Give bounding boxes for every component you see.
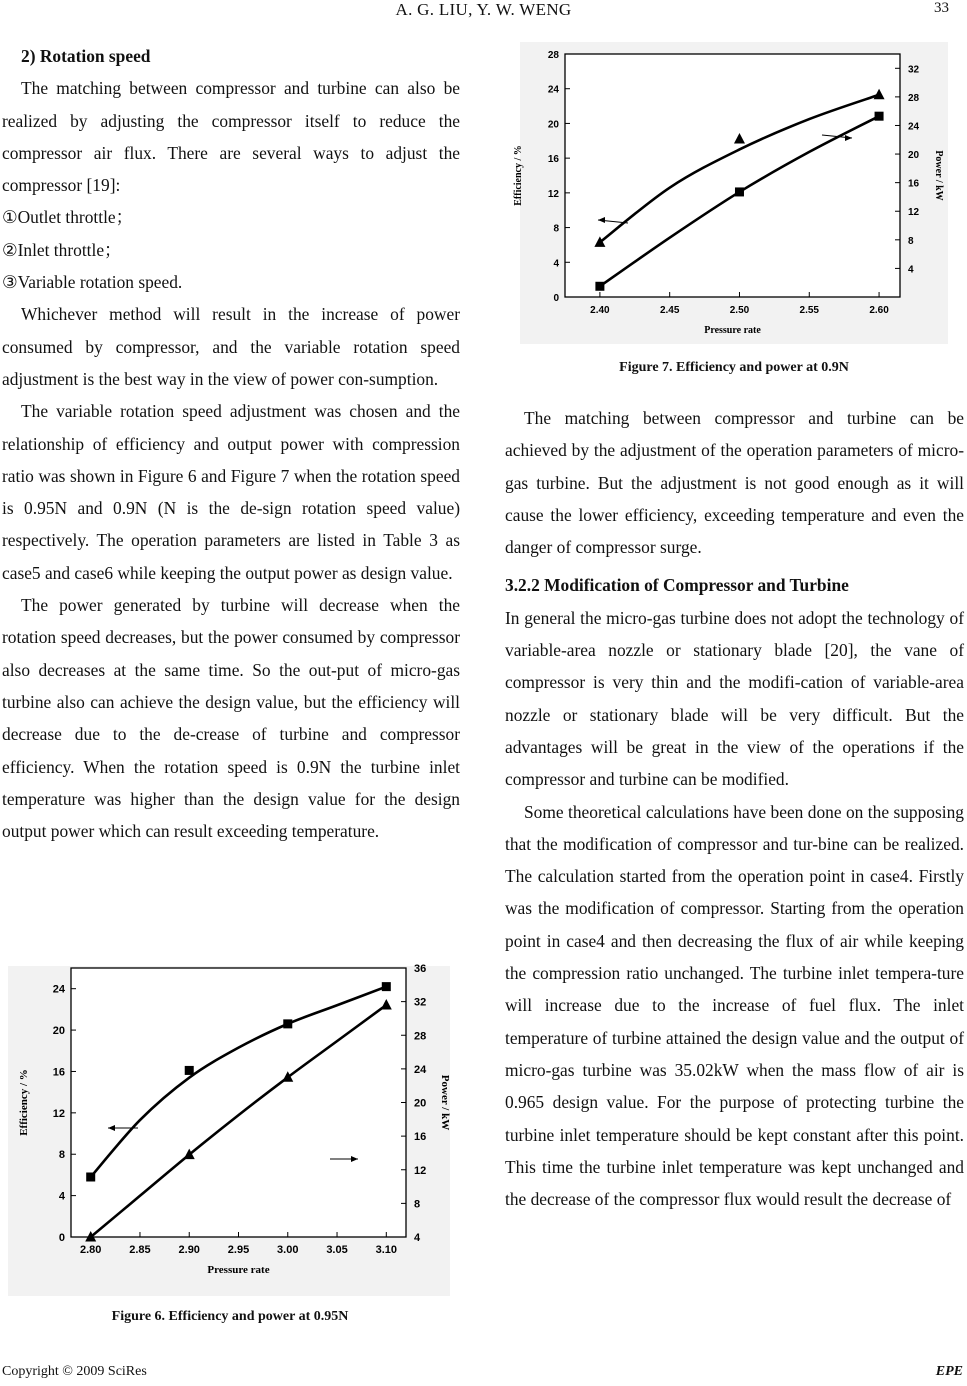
figure-6 <box>8 963 451 1301</box>
x-tick-label: 2.45 <box>659 305 680 316</box>
right-y-tick-label: 28 <box>414 1030 427 1043</box>
journal-abbreviation: EPE <box>935 1364 963 1379</box>
paragraph: The matching between compressor and turbine can be achieved by the adjustment of the operation parameters of micro-gas turbine. But the adjustment is not good enough as it will cause the lower efficiency, exceeding temperature and even the danger of compressor surge. <box>505 408 964 558</box>
x-axis-title: Pressure rate <box>207 1264 270 1276</box>
copyright-notice: Copyright © 2009 SciRes <box>2 1364 147 1379</box>
figure-6-chart <box>8 963 451 1296</box>
list-item-variable-rotation-speed: ③Variable rotation speed. <box>2 272 183 293</box>
running-head <box>0 0 967 24</box>
right-y-tick-label: 24 <box>414 1063 427 1076</box>
plot-frame <box>71 968 406 1237</box>
right-column <box>505 402 964 1215</box>
right-y-tick-label: 8 <box>908 235 914 247</box>
paragraph: Some theoretical calculations have been done on the supposing that the modification of compressor and tur-bine can be realized. The calculation started from the operation point in case4. Firstly was the modification of compressor. Starting from the operation point in case4 and then decreasing the flux of air while keeping the compression ratio unchanged. The turbine inlet tempera-ture will increase due to the increase of fuel flux. The inlet temperature of turbine attained the design value and the output of micro-gas turbine was 35.02kW when the mass flow of air is 0.965 design value. For the purpose of protecting turbine the turbine inlet temperature should be kept constant after this point. This time the turbine inlet temperature was kept unchanged and the decrease of the compressor flux would result the decrease of <box>505 801 964 1210</box>
right-y-tick-label: 16 <box>908 178 920 190</box>
right-y-tick-label: 16 <box>414 1131 427 1144</box>
left-y-tick-label: 8 <box>553 223 559 235</box>
right-y-axis-title: Power / kW <box>439 1074 451 1131</box>
square-marker <box>595 282 604 291</box>
x-tick-label: 2.90 <box>178 1244 200 1256</box>
x-tick-label: 3.05 <box>326 1244 348 1256</box>
right-y-tick-label: 8 <box>414 1198 421 1211</box>
section-heading-rotation-speed: 2) Rotation speed <box>21 46 151 66</box>
square-marker <box>382 982 391 991</box>
square-marker <box>735 187 744 196</box>
list-item-inlet-throttle: ②Inlet throttle； <box>2 239 122 260</box>
figure-7-caption: Figure 7. Efficiency and power at 0.9N <box>619 360 849 375</box>
right-y-tick-label: 32 <box>908 64 920 76</box>
paragraph: The matching between compressor and turbine can also be realized by adjusting the compressor itself to reduce the compressor air flux. There are several ways to adjust the compressor [19]: <box>2 78 460 196</box>
left-y-tick-label: 4 <box>58 1190 65 1203</box>
left-y-tick-label: 20 <box>547 119 559 131</box>
x-tick-label: 3.10 <box>375 1244 398 1256</box>
list-item-outlet-throttle: ①Outlet throttle； <box>2 207 134 228</box>
right-y-axis-title: Power / kW <box>933 150 944 201</box>
x-tick-label: 2.85 <box>129 1244 151 1256</box>
left-y-tick-label: 12 <box>52 1107 65 1120</box>
page-footer <box>0 1364 967 1384</box>
figure-7-chart <box>513 42 948 344</box>
left-y-tick-label: 28 <box>547 50 559 61</box>
page-number: 33 <box>934 0 949 16</box>
paragraph: The variable rotation speed adjustment was chosen and the relationship of efficiency and output power with compression ratio was shown in Figure 6 and Figure 7 when the rotation speed is 0.95N and 0.9N (N is the de-sign rotation speed value) respectively. The operation parameters are listed in Table 3 as case5 and case6 while keeping the output power as design value. <box>2 401 460 583</box>
left-column <box>2 40 460 847</box>
figure-7 <box>513 42 948 349</box>
right-y-tick-label: 32 <box>414 996 427 1009</box>
right-y-tick-label: 24 <box>908 121 920 133</box>
left-y-tick-label: 24 <box>547 84 559 96</box>
left-y-tick-label: 4 <box>553 258 559 270</box>
left-y-tick-label: 0 <box>553 293 559 304</box>
left-y-tick-label: 16 <box>547 154 559 166</box>
right-y-tick-label: 12 <box>908 207 920 219</box>
square-marker <box>86 1172 95 1181</box>
x-tick-label: 2.95 <box>227 1244 250 1256</box>
square-marker <box>185 1066 194 1075</box>
left-y-tick-label: 24 <box>52 983 65 996</box>
right-y-tick-label: 4 <box>908 264 914 276</box>
right-y-tick-label: 36 <box>414 963 427 975</box>
square-marker <box>875 112 884 121</box>
x-tick-label: 2.80 <box>79 1244 102 1256</box>
x-tick-label: 2.40 <box>590 305 610 316</box>
right-y-tick-label: 20 <box>414 1097 427 1110</box>
right-y-tick-label: 20 <box>908 150 920 162</box>
x-tick-label: 2.60 <box>869 305 889 316</box>
square-marker <box>283 1019 292 1028</box>
x-tick-label: 2.50 <box>729 305 750 316</box>
paragraph: Whichever method will result in the increase of power consumed by compressor, and the variable rotation speed adjustment is the best way in the view of power con-sumption. <box>2 304 460 389</box>
paragraph: In general the micro-gas turbine does not adopt the technology of variable-area nozzle or stationary blade [20], the vane of compressor is very thin and the modifi-cation of variable-area nozzle or stationary blade will be very difficult. But the advantages will be great in the view of the operations if the compressor and turbine can be modified. <box>505 607 964 790</box>
left-y-tick-label: 0 <box>58 1232 65 1244</box>
left-y-tick-label: 16 <box>52 1066 65 1079</box>
running-head-authors: A. G. LIU, Y. W. WENG <box>395 0 572 19</box>
x-tick-label: 3.00 <box>277 1244 299 1256</box>
right-y-tick-label: 12 <box>414 1164 427 1177</box>
plot-frame <box>565 54 900 297</box>
left-y-axis-title: Efficiency / % <box>18 1069 30 1136</box>
left-y-tick-label: 20 <box>52 1025 65 1038</box>
left-y-tick-label: 12 <box>547 188 559 200</box>
right-y-tick-label: 28 <box>908 92 920 104</box>
right-y-tick-label: 4 <box>414 1232 421 1244</box>
left-y-axis-title: Efficiency / % <box>513 145 524 206</box>
subsection-heading-modification: 3.2.2 Modification of Compressor and Turbine <box>505 575 849 596</box>
figure-6-caption: Figure 6. Efficiency and power at 0.95N <box>111 1309 349 1324</box>
x-tick-label: 2.55 <box>799 305 820 316</box>
x-axis-title: Pressure rate <box>704 325 761 336</box>
paragraph: The power generated by turbine will decrease when the rotation speed decreases, but the power consumed by compressor also decreases at the same time. So the out-put of micro-gas turbine also can achieve the design value, but the efficiency will decrease due to the de-crease of turbine and compressor efficiency. When the rotation speed is 0.9N the turbine inlet temperature was higher than the design value for the design output power which can result exceeding temperature. <box>2 595 460 842</box>
left-y-tick-label: 8 <box>58 1149 65 1162</box>
